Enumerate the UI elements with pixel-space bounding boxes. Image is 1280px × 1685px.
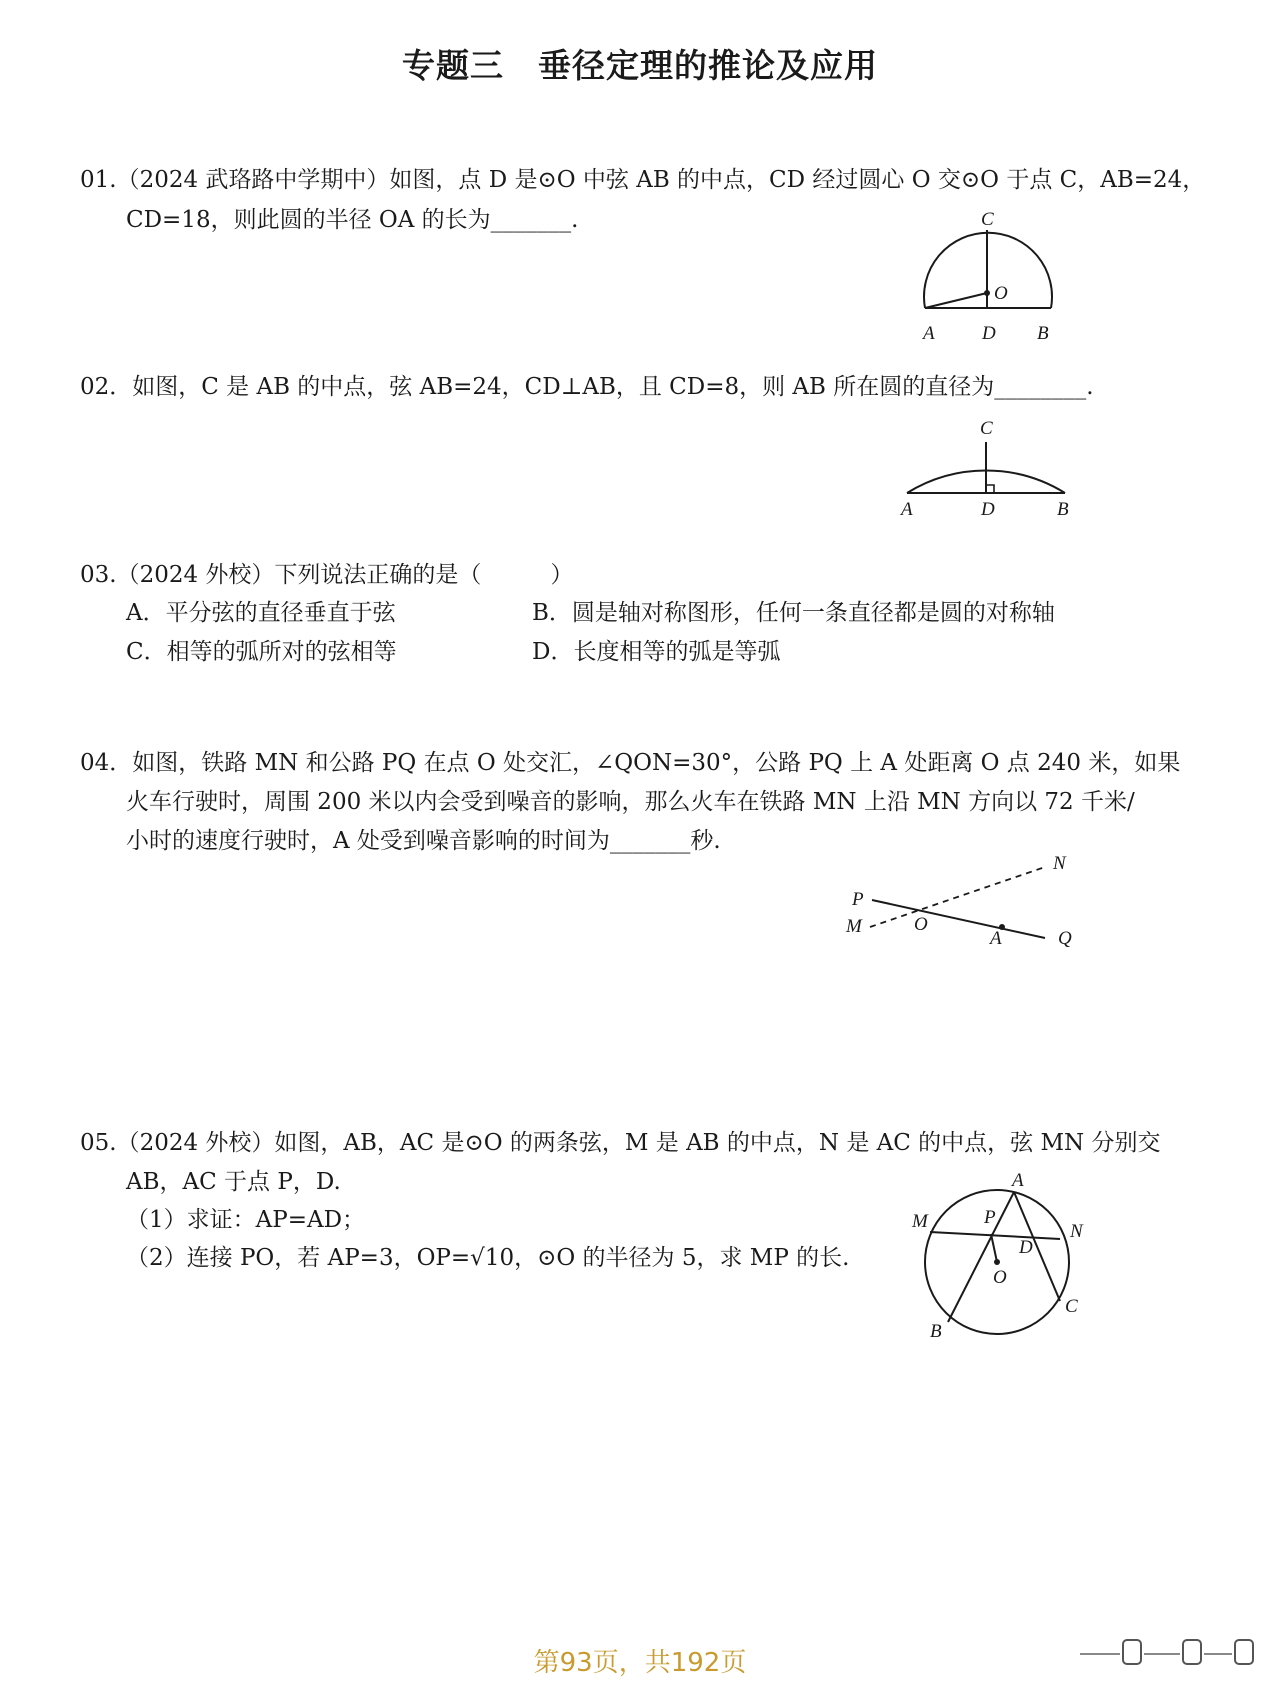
q3-option-d: D．长度相等的弧是等弧 [532, 639, 781, 665]
q4-label-a: A [990, 928, 1002, 949]
q1-label-o: O [994, 283, 1008, 304]
page-title: 专题三 垂径定理的推论及应用 [402, 46, 878, 85]
q3-option-b: B．圆是轴对称图形，任何一条直径都是圆的对称轴 [532, 600, 1055, 626]
q2-label-d: D [981, 499, 995, 520]
q4-line2: 火车行驶时，周围 200 米以内会受到噪音的影响，那么火车在铁路 MN 上沿 MN 方向以 72 千米/ [126, 789, 1135, 815]
page-view-icon[interactable] [1122, 1639, 1142, 1665]
q4-line3: 小时的速度行驶时，A 处受到噪音影响的时间为_______秒. [126, 828, 721, 854]
q5-line1: 05.（2024 外校）如图，AB，AC 是⊙O 的两条弦，M 是 AB 的中点，N 是 AC 的中点，弦 MN 分别交 [80, 1130, 1161, 1156]
q2-figure [895, 412, 1080, 527]
q4-label-p: P [852, 889, 864, 910]
q3-line1: 03.（2024 外校）下列说法正确的是（ ） [80, 562, 574, 588]
q5-label-p: P [984, 1207, 996, 1228]
view-toolbar [1080, 1633, 1265, 1673]
q1-label-d: D [982, 323, 996, 344]
q3-option-a: A．平分弦的直径垂直于弦 [126, 600, 396, 626]
q5-label-b: B [930, 1321, 942, 1342]
q1-label-c: C [981, 209, 994, 230]
q4-label-n: N [1053, 853, 1066, 874]
q4-figure [840, 850, 1090, 955]
q5-label-o: O [993, 1267, 1007, 1288]
page-number: 第93页，共192页 [533, 1648, 747, 1678]
q1-line2: CD=18，则此圆的半径 OA 的长为_______. [126, 207, 579, 233]
q5-label-m: M [912, 1211, 928, 1232]
q5-label-n: N [1070, 1221, 1083, 1242]
q5-line2: AB，AC 于点 P，D. [126, 1169, 341, 1195]
q3-option-c: C．相等的弧所对的弦相等 [126, 639, 397, 665]
q5-line3: （1）求证：AP=AD； [126, 1207, 366, 1233]
q1-label-b: B [1037, 323, 1049, 344]
q2-label-a: A [901, 499, 913, 520]
page-view-icon[interactable] [1234, 1639, 1254, 1665]
q4-label-m: M [846, 916, 862, 937]
q2-label-b: B [1057, 499, 1069, 520]
q1-label-a: A [923, 323, 935, 344]
q1-line1: 01.（2024 武珞路中学期中）如图，点 D 是⊙O 中弦 AB 的中点，CD 经过圆心 O 交⊙O 于点 C，AB=24， [80, 167, 1206, 193]
q1-figure [905, 205, 1080, 350]
q5-figure [900, 1165, 1100, 1345]
q2-label-c: C [980, 418, 993, 439]
q4-label-q: Q [1058, 928, 1072, 949]
q5-label-a: A [1012, 1170, 1024, 1191]
q4-label-o: O [914, 914, 928, 935]
q5-label-d: D [1019, 1237, 1033, 1258]
q2-line1: 02．如图，C 是 AB 的中点，弦 AB=24，CD⊥AB，且 CD=8，则 AB 所在圆的直径为________. [80, 374, 1094, 400]
q4-line1: 04．如图，铁路 MN 和公路 PQ 在点 O 处交汇，∠QON=30°，公路 PQ 上 A 处距离 O 点 240 米，如果 [80, 750, 1181, 776]
q5-label-c: C [1065, 1296, 1078, 1317]
q5-line4: （2）连接 PO，若 AP=3，OP=√10，⊙O 的半径为 5，求 MP 的长. [126, 1245, 850, 1271]
page-view-icon[interactable] [1182, 1639, 1202, 1665]
